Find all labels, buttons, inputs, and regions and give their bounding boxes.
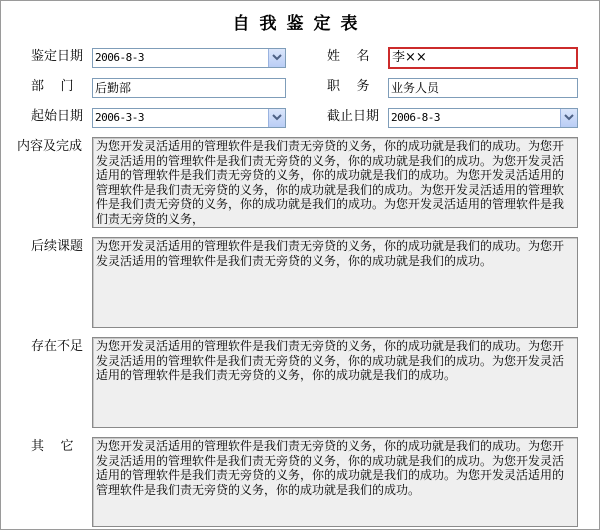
start-date-value: 2006-3-3 [95,111,144,124]
chevron-down-icon [272,114,282,121]
appraisal-date-value: 2006-8-3 [95,51,144,64]
position-value: 业务人员 [391,81,440,95]
start-date-combo[interactable] [92,108,286,128]
position-field[interactable] [388,78,578,98]
appraisal-date-dropdown-button[interactable] [268,49,285,67]
appraisal-date-label: 鉴定日期 [31,49,84,64]
start-date-label: 起始日期 [31,109,84,124]
name-value: 李×× [392,50,427,65]
chevron-down-icon [564,114,574,121]
end-date-combo[interactable] [388,108,578,128]
department-value: 后勤部 [95,81,132,95]
followup-textarea[interactable] [92,237,578,328]
other-text: 为您开发灵活适用的管理软件是我们责无旁贷的义务，你的成功就是我们的成功。为您开发灵活适用的管理软件是我们责无旁贷的义务，你的成功就是我们的成功。为您开发灵活适用的管理软件是我们责无旁贷的义务，你的成功就是我们的成功。为您开发灵活适用的管理软件是我们责无旁贷的义务，你的成功就是我们的成功。 [96,439,565,497]
content-label: 内容及完成 [17,139,83,154]
department-field[interactable] [92,78,286,98]
name-field[interactable] [388,47,578,69]
end-date-value: 2006-8-3 [391,111,440,124]
shortcomings-text: 为您开发灵活适用的管理软件是我们责无旁贷的义务，你的成功就是我们的成功。为您开发灵活适用的管理软件是我们责无旁贷的义务，你的成功就是我们的成功。为您开发灵活适用的管理软件是我们责无旁贷的义务，你的成功就是我们的成功。 [96,339,565,382]
chevron-down-icon [272,54,282,61]
followup-label: 后续课题 [31,239,84,254]
content-textarea[interactable] [92,137,578,228]
appraisal-date-combo[interactable] [92,48,286,68]
department-label: 部 门 [31,79,74,94]
page-title: 自我鉴定表 [232,14,368,34]
start-date-dropdown-button[interactable] [268,109,285,127]
other-textarea[interactable] [92,437,578,527]
name-label: 姓 名 [327,49,370,64]
other-label: 其 它 [31,439,74,454]
followup-text: 为您开发灵活适用的管理软件是我们责无旁贷的义务，你的成功就是我们的成功。为您开发灵活适用的管理软件是我们责无旁贷的义务，你的成功就是我们的成功。 [96,239,565,268]
shortcomings-textarea[interactable] [92,337,578,428]
end-date-label: 截止日期 [327,109,380,124]
content-text: 为您开发灵活适用的管理软件是我们责无旁贷的义务，你的成功就是我们的成功。为您开发灵活适用的管理软件是我们责无旁贷的义务，你的成功就是我们的成功。为您开发灵活适用的管理软件是我们责无旁贷的义务，你的成功就是我们的成功。为您开发灵活适用的管理软件是我们责无旁贷的义务，你的成功就是我们的成功。为您开发灵活适用的管理软件是我们责无旁贷的义务，你的成功就是我们的成功。为您开发灵活适用的管理软件是我们责无旁贷的义务， [96,139,565,226]
position-label: 职 务 [327,79,370,94]
end-date-dropdown-button[interactable] [560,109,577,127]
shortcomings-label: 存在不足 [31,339,84,354]
